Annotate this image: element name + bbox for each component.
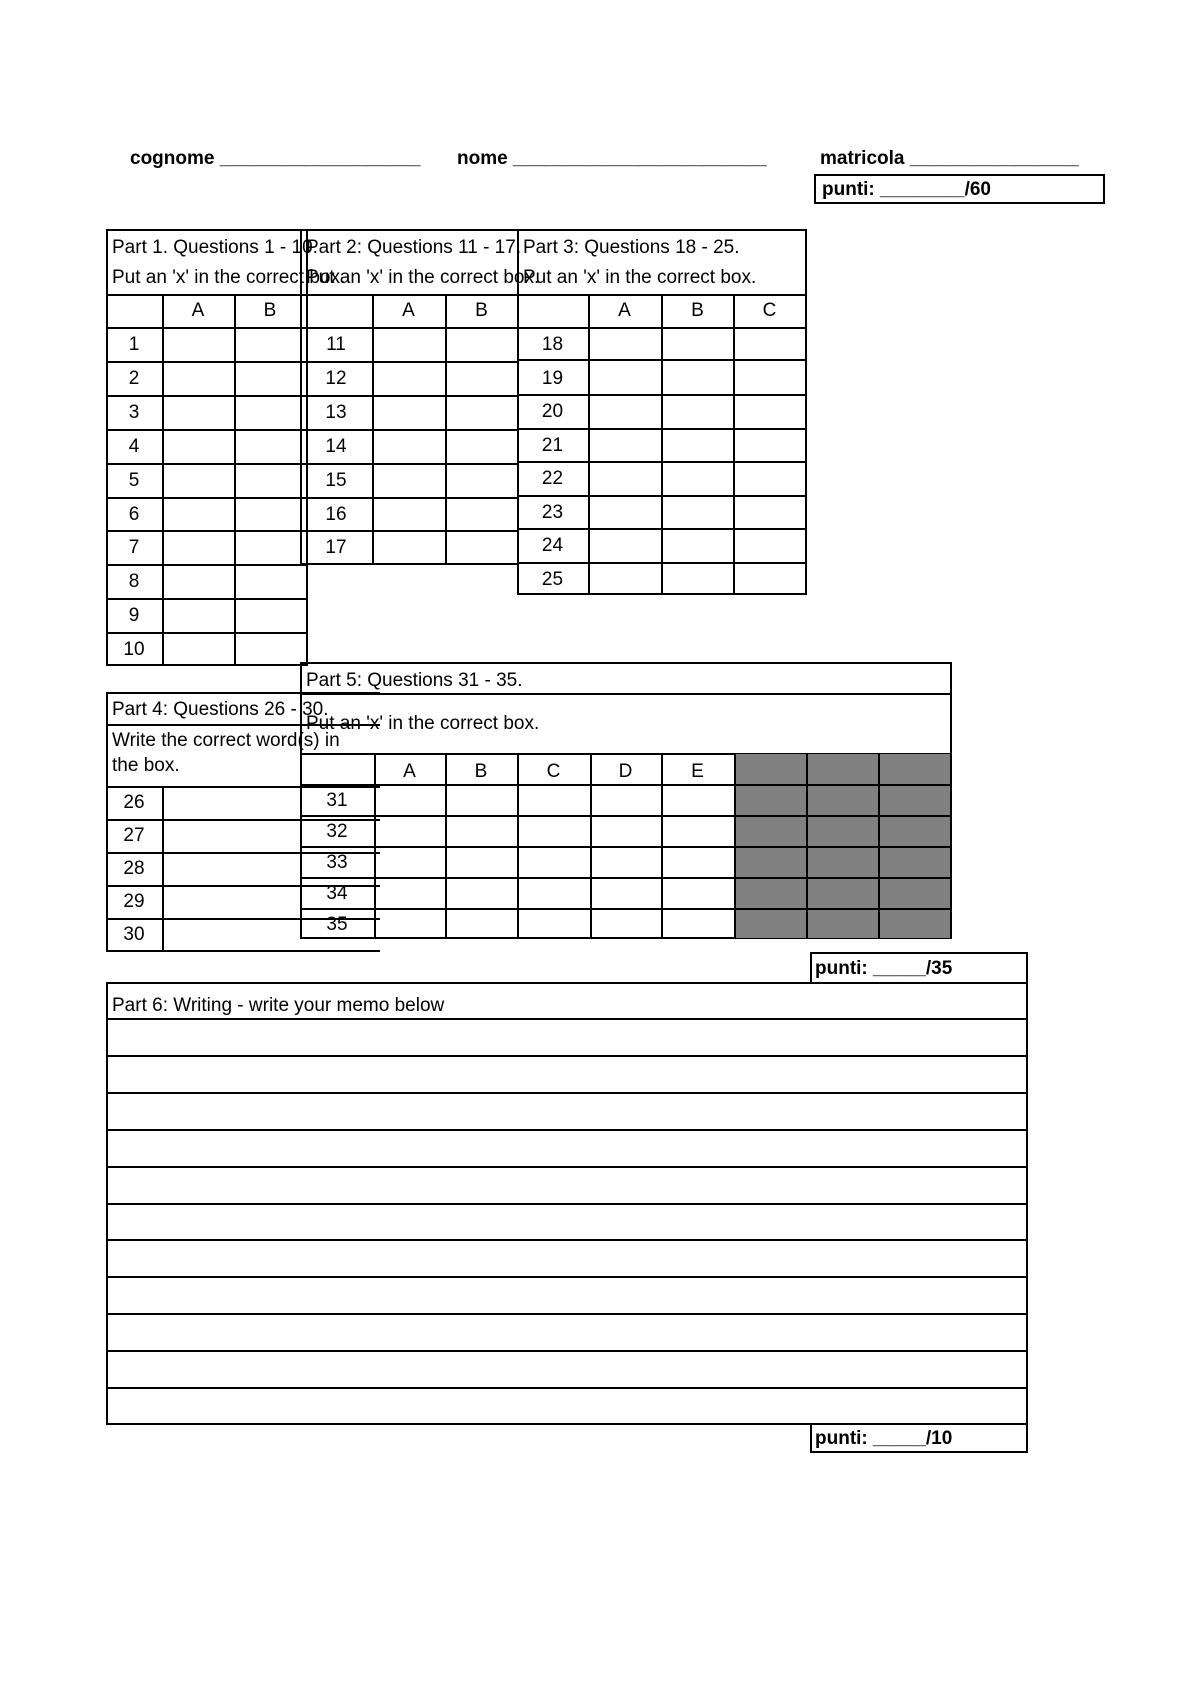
question-number: 26 (123, 792, 145, 813)
answer-box-a[interactable] (376, 786, 445, 815)
writing-line-field[interactable] (108, 1205, 1026, 1240)
question-number: 25 (541, 568, 564, 590)
divider (300, 693, 952, 695)
question-number: 24 (541, 535, 564, 556)
answer-box-a[interactable] (374, 499, 445, 531)
question-number: 27 (123, 825, 145, 846)
answer-box-a[interactable] (164, 363, 234, 395)
answer-box-a[interactable] (376, 817, 445, 846)
answer-box-c[interactable] (735, 497, 805, 529)
answer-box-a[interactable] (164, 397, 234, 429)
answer-box-a[interactable] (164, 431, 234, 463)
answer-box-b[interactable] (236, 363, 306, 395)
answer-box-b[interactable] (447, 879, 517, 908)
answer-box-e[interactable] (663, 786, 734, 815)
part1-title: Part 1. Questions 1 - 10. (112, 237, 318, 258)
answer-box-d[interactable] (592, 879, 661, 908)
answer-box-a[interactable] (374, 532, 445, 564)
answer-box-a[interactable] (590, 430, 661, 462)
answer-box-a[interactable] (374, 363, 445, 395)
question-number: 22 (541, 468, 564, 489)
answer-box-c[interactable] (735, 329, 805, 361)
part1-col-b: B (263, 300, 277, 321)
writing-score-box (810, 1423, 1028, 1453)
writing-line-field[interactable] (108, 1241, 1026, 1276)
column-header: C (546, 761, 561, 782)
answer-box-a[interactable] (164, 465, 234, 497)
answer-box-a[interactable] (590, 463, 661, 495)
part2-instruction: Put an 'x' in the correct box. (306, 267, 540, 288)
question-number: 30 (123, 924, 145, 945)
answer-box-d[interactable] (592, 848, 661, 877)
part5-instruction: Put an 'x' in the correct box. (306, 713, 540, 734)
answer-box-a[interactable] (374, 397, 445, 429)
question-number: 2 (128, 367, 140, 389)
answer-box-b[interactable] (663, 363, 733, 395)
answer-box-b[interactable] (447, 499, 518, 531)
answer-box-c[interactable] (519, 817, 590, 846)
question-number: 28 (123, 858, 145, 879)
question-number: 11 (326, 334, 346, 355)
writing-line-field[interactable] (108, 1168, 1026, 1203)
part2-col-a: A (402, 300, 415, 321)
writing-line-field[interactable] (108, 1094, 1026, 1129)
part1-instruction: Put an 'x' in the correct box. (112, 267, 346, 288)
answer-box-b[interactable] (236, 499, 306, 531)
question-number: 16 (325, 503, 347, 525)
writing-score-label: punti: _____/10 (815, 1428, 953, 1449)
question-number: 5 (128, 469, 140, 491)
answer-box-b[interactable] (663, 463, 733, 495)
part3-col-b: B (691, 300, 704, 321)
question-number: 12 (325, 367, 347, 389)
answer-box-b[interactable] (447, 910, 517, 939)
part4-instruction-line2: the box. (112, 755, 180, 776)
part2-title: Part 2: Questions 11 - 17. (306, 237, 522, 258)
question-number: 10 (123, 639, 145, 661)
answer-box-a[interactable] (590, 396, 661, 428)
answer-box-b[interactable] (447, 363, 518, 395)
answer-box-a[interactable] (376, 879, 445, 908)
answer-box-e[interactable] (663, 879, 734, 908)
question-number: 3 (128, 401, 140, 423)
answer-box-b[interactable] (447, 397, 518, 429)
answer-box-a[interactable] (164, 532, 234, 564)
answer-box-b[interactable] (447, 465, 518, 497)
answer-box-b[interactable] (447, 431, 518, 463)
answer-box-c[interactable] (735, 430, 805, 462)
question-number: 31 (326, 790, 348, 811)
writing-line-field[interactable] (108, 1278, 1026, 1313)
answer-box-e[interactable] (663, 848, 734, 877)
total-score-box (814, 174, 1105, 204)
row-divider (734, 815, 952, 817)
section-score-label: punti: _____/35 (815, 958, 953, 979)
answer-box-b[interactable] (663, 430, 733, 462)
part3-col-a: A (618, 300, 631, 321)
section-score-box (810, 952, 1028, 984)
question-number: 4 (128, 435, 140, 457)
answer-box-b[interactable] (236, 532, 306, 564)
divider (300, 294, 519, 296)
total-score-label: punti: ________/60 (822, 179, 991, 200)
part1-col-a: A (191, 300, 205, 321)
answer-box-d[interactable] (592, 817, 661, 846)
answer-box-b[interactable] (663, 564, 733, 596)
student-id-field[interactable]: matricola ________________ (820, 148, 1079, 169)
question-number: 21 (541, 434, 564, 456)
column-header: B (474, 761, 488, 782)
question-number: 20 (541, 401, 564, 422)
answer-box-c[interactable] (735, 530, 805, 562)
answer-box-b[interactable] (447, 817, 517, 846)
answer-box-e[interactable] (663, 910, 734, 939)
answer-box-a[interactable] (374, 431, 445, 463)
answer-box-a[interactable] (376, 910, 445, 939)
answer-box-a[interactable] (590, 530, 661, 562)
row-divider (734, 846, 952, 848)
answer-box-c[interactable] (735, 564, 805, 596)
part3-title: Part 3: Questions 18 - 25. (523, 237, 740, 258)
answer-box-a[interactable] (590, 363, 661, 395)
answer-box-b[interactable] (447, 329, 518, 361)
question-number: 17 (325, 537, 347, 559)
part4-instruction-line1: Write the correct word(s) in (112, 730, 340, 751)
row-divider (734, 908, 952, 910)
question-number: 13 (325, 401, 347, 423)
name-field[interactable]: nome ________________________ (457, 148, 767, 169)
question-number: 9 (128, 605, 140, 627)
writing-line-field[interactable] (108, 1315, 1026, 1350)
question-number: 18 (541, 334, 564, 355)
question-number: 19 (541, 367, 564, 389)
part6-title: Part 6: Writing - write your memo below (112, 995, 445, 1016)
question-number: 23 (541, 501, 564, 523)
answer-box-c[interactable] (519, 879, 590, 908)
question-number: 8 (128, 571, 140, 593)
part5-title: Part 5: Questions 31 - 35. (306, 670, 523, 691)
column-header: E (691, 761, 704, 782)
answer-box-b[interactable] (447, 786, 517, 815)
answer-box-a[interactable] (376, 848, 445, 877)
answer-box-c[interactable] (735, 396, 805, 428)
row-divider (734, 877, 952, 879)
answer-box-c[interactable] (735, 463, 805, 495)
divider (106, 294, 308, 296)
question-number: 32 (326, 821, 348, 842)
part3-instruction: Put an 'x' in the correct box. (523, 267, 757, 288)
answer-box-d[interactable] (592, 786, 661, 815)
answer-box-c[interactable] (519, 848, 590, 877)
answer-box-a[interactable] (590, 564, 661, 596)
answer-box-c[interactable] (519, 910, 590, 939)
answer-box-b[interactable] (663, 396, 733, 428)
question-number: 6 (128, 503, 140, 525)
column-header: A (403, 761, 416, 782)
surname-field[interactable]: cognome ___________________ (130, 148, 421, 169)
part2-col-b: B (475, 300, 488, 321)
question-number: 29 (123, 891, 145, 912)
column-header: D (618, 761, 633, 782)
answer-box-b[interactable] (663, 497, 733, 529)
question-number: 33 (326, 852, 348, 873)
answer-box-b[interactable] (236, 329, 306, 361)
answer-box-a[interactable] (164, 329, 234, 361)
answer-box-a[interactable] (164, 566, 234, 598)
answer-box-a[interactable] (164, 634, 234, 666)
writing-line-field[interactable] (108, 1352, 1026, 1387)
answer-box-a[interactable] (164, 600, 234, 632)
answer-box-a[interactable] (590, 497, 661, 529)
writing-line-field[interactable] (108, 1389, 1026, 1424)
answer-box-a[interactable] (590, 329, 661, 361)
answer-box-b[interactable] (447, 532, 518, 564)
part3-col-c: C (762, 300, 777, 321)
answer-box-a[interactable] (374, 329, 445, 361)
answer-box-b[interactable] (447, 848, 517, 877)
writing-line-field[interactable] (108, 1131, 1026, 1166)
question-number: 1 (128, 334, 140, 355)
answer-box-e[interactable] (663, 817, 734, 846)
question-number: 35 (326, 914, 348, 935)
question-number: 15 (325, 469, 347, 491)
answer-box-a[interactable] (374, 465, 445, 497)
answer-box-b[interactable] (663, 530, 733, 562)
question-number: 7 (128, 537, 140, 559)
question-number: 34 (326, 883, 348, 904)
answer-box-b[interactable] (663, 329, 733, 361)
answer-box-b[interactable] (236, 465, 306, 497)
answer-box-c[interactable] (735, 363, 805, 395)
writing-line-field[interactable] (108, 1020, 1026, 1055)
answer-box-d[interactable] (592, 910, 661, 939)
writing-line-field[interactable] (108, 1057, 1026, 1092)
answer-box-a[interactable] (164, 499, 234, 531)
answer-box-c[interactable] (519, 786, 590, 815)
answer-box-b[interactable] (236, 431, 306, 463)
part4-title: Part 4: Questions 26 - 30. (112, 699, 329, 720)
answer-box-b[interactable] (236, 397, 306, 429)
question-number: 14 (325, 435, 347, 457)
